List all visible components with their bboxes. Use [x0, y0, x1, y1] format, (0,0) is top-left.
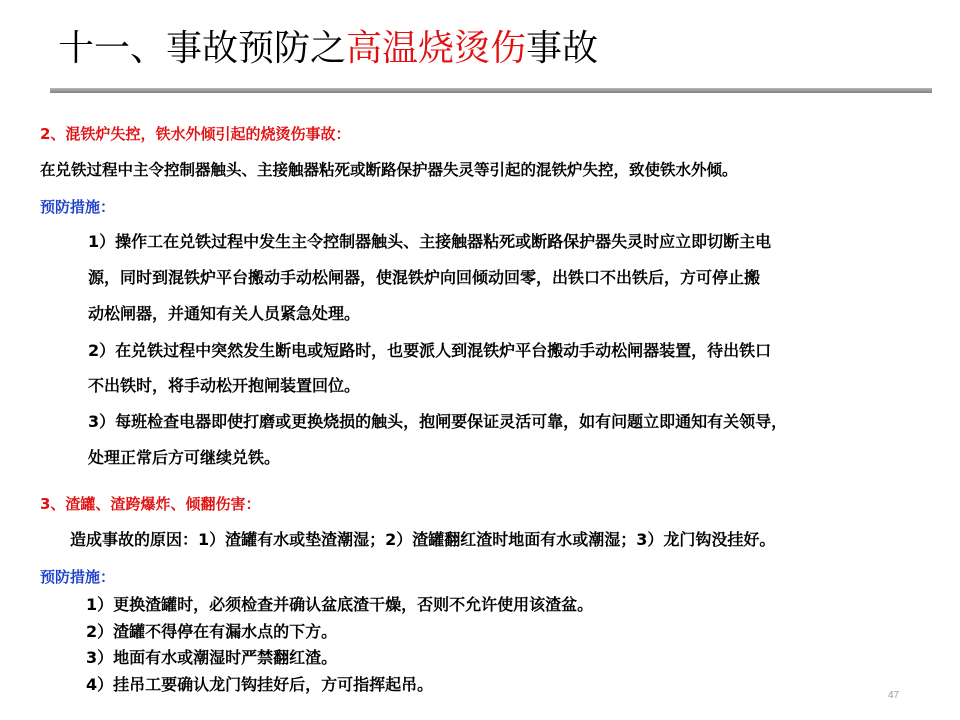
section3-cause: 造成事故的原因：1）渣罐有水或垫渣潮湿；2）渣罐翻红渣时地面有水或潮湿；3）龙门钩没挂好。	[70, 530, 776, 549]
section2-measure-line: 3）每班检查电器即使打磨或更换烧损的触头，抱闸要保证灵活可靠，如有问题立即通知有关领导，	[88, 412, 788, 431]
section2-measure-line: 处理正常后方可继续兑铁。	[88, 448, 281, 467]
title-prefix: 十一、事故预防之	[58, 28, 347, 69]
section2-measure-line: 动松闸器，并通知有关人员紧急处理。	[88, 304, 361, 323]
title-suffix: 事故	[526, 28, 599, 69]
slide-title	[58, 22, 598, 76]
section3-heading: 3、渣罐、渣跨爆炸、倾翻伤害：	[40, 495, 261, 513]
section3-measure-item: 2）渣罐不得停在有漏水点的下方。	[86, 622, 338, 641]
section3-measure-item: 4）挂吊工要确认龙门钩挂好后，方可指挥起吊。	[86, 675, 434, 694]
section3-measure-item: 3）地面有水或潮湿时严禁翻红渣。	[86, 648, 338, 667]
page-number: 47	[888, 690, 900, 701]
section2-measure-line: 2）在兑铁过程中突然发生断电或短路时，也要派人到混铁炉平台搬动手动松闸器装置，待出铁口	[88, 341, 772, 360]
section3-measures-label: 预防措施：	[40, 568, 116, 586]
section2-heading: 2、混铁炉失控，铁水外倾引起的烧烫伤事故：	[40, 125, 351, 143]
section3-measure-item: 1）更换渣罐时，必须检查并确认盆底渣干燥，否则不允许使用该渣盆。	[86, 595, 594, 614]
title-underline	[50, 88, 932, 93]
title-highlight: 高温烧烫伤	[346, 28, 527, 69]
section2-description: 在兑铁过程中主令控制器触头、主接触器粘死或断路保护器失灵等引起的混铁炉失控，致使铁水外倾。	[40, 161, 738, 179]
section2-measure-line: 源，同时到混铁炉平台搬动手动松闸器，使混铁炉向回倾动回零，出铁口不出铁后，方可停止搬	[88, 268, 761, 287]
section2-measures-label: 预防措施：	[40, 198, 116, 216]
section2-measure-line: 不出铁时，将手动松开抱闸装置回位。	[88, 376, 361, 395]
section2-measure-line: 1）操作工在兑铁过程中发生主令控制器触头、主接触器粘死或断路保护器失灵时应立即切断主电	[88, 232, 772, 251]
